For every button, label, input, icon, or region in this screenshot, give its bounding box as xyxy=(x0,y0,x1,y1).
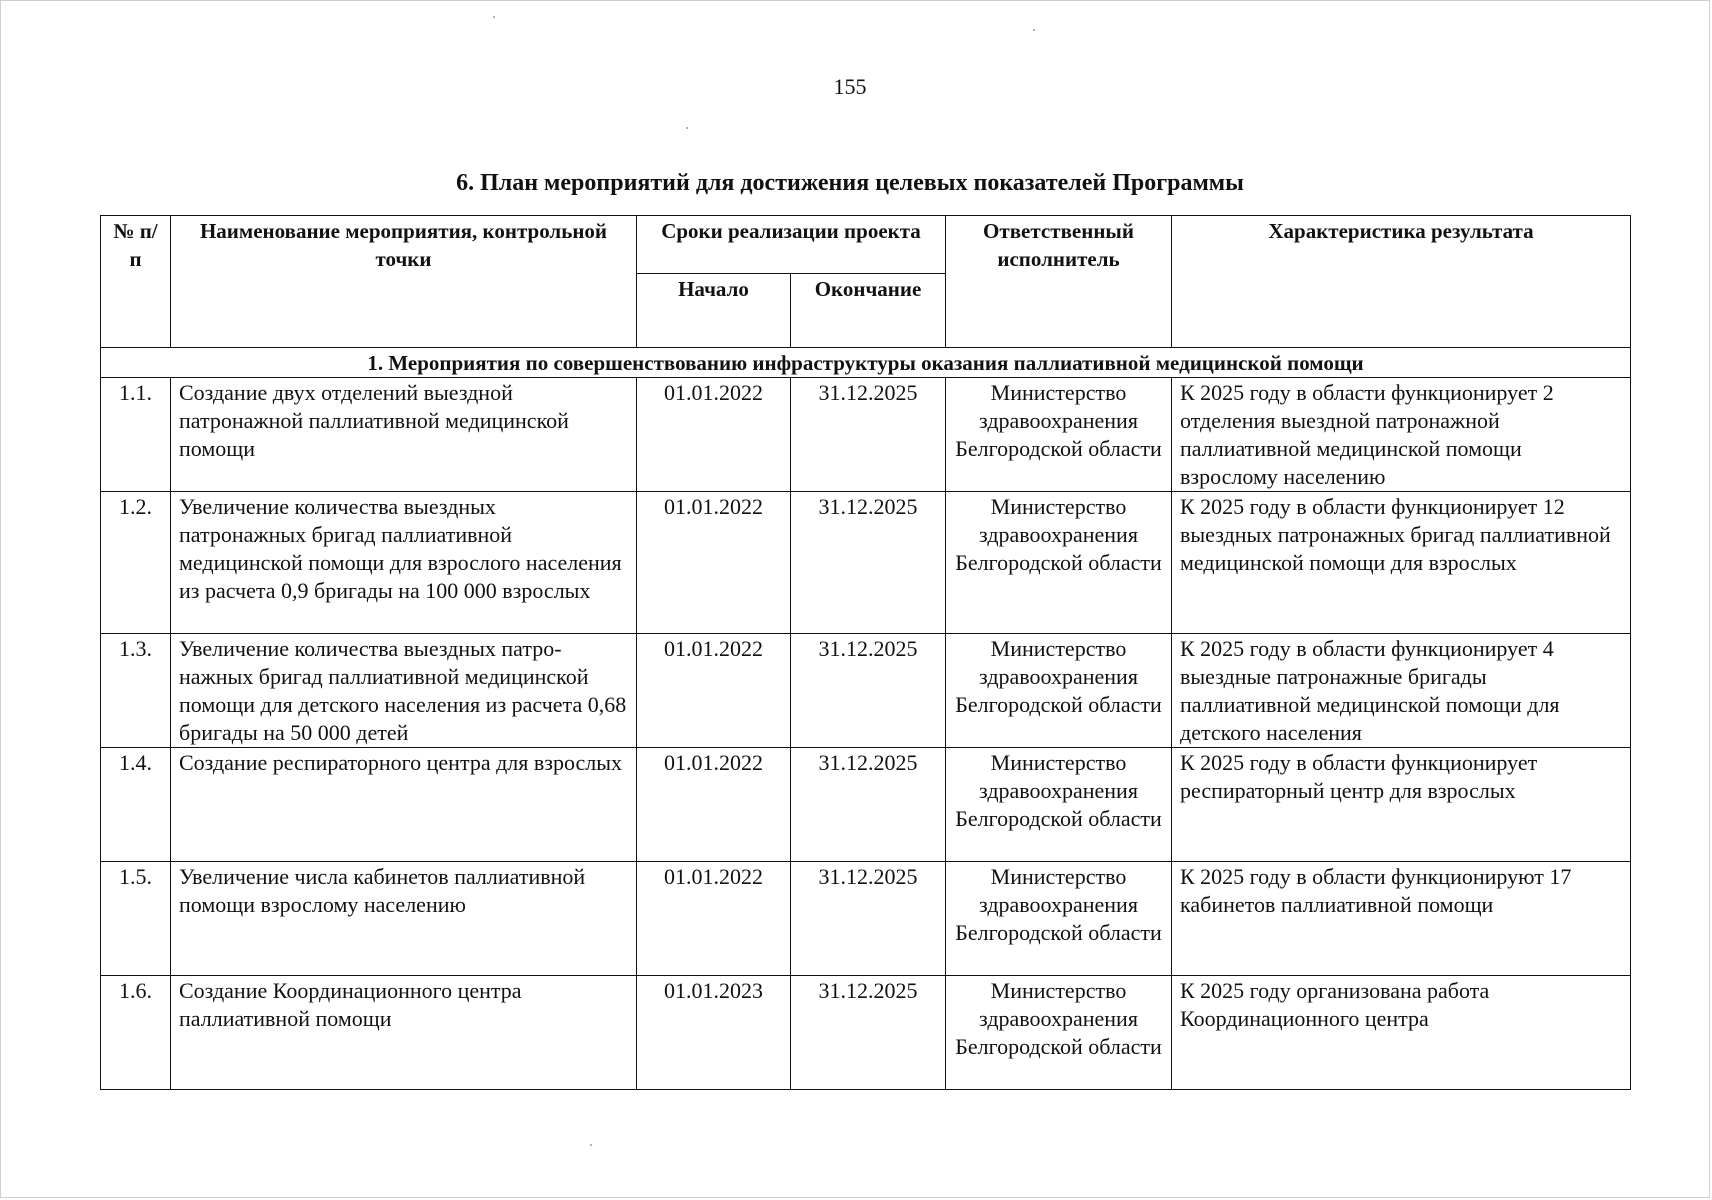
activity-name: Создание Координационного центра паллиативной помощи xyxy=(171,976,637,1090)
activity-name: Увеличение числа кабинетов паллиативной помощи взрослому населению xyxy=(171,862,637,976)
start-date: 01.01.2022 xyxy=(637,634,791,748)
table-row xyxy=(101,976,1631,1090)
scan-speck xyxy=(493,16,495,18)
result-description: К 2025 году в области функционирует 2 отделения выездной патронажной паллиативной медицинской помощи взрослому населению xyxy=(1172,378,1631,492)
activity-name: Увеличение количества выездных патро-нажных бригад паллиативной медицинской помощи для детского населения из расчета 0,68 бригады на 50 000 детей xyxy=(171,634,637,748)
executor: Министерство здравоохранения Белгородской области xyxy=(946,976,1172,1090)
section-heading-row xyxy=(101,348,1631,378)
executor: Министерство здравоохранения Белгородской области xyxy=(946,492,1172,634)
end-date: 31.12.2025 xyxy=(791,976,946,1090)
scan-speck xyxy=(1033,29,1035,31)
executor: Министерство здравоохранения Белгородской области xyxy=(946,634,1172,748)
table-row xyxy=(101,378,1631,492)
row-number: 1.2. xyxy=(101,492,171,634)
result-description: К 2025 году в области функционируют 17 кабинетов паллиативной помощи xyxy=(1172,862,1631,976)
row-number: 1.3. xyxy=(101,634,171,748)
start-date: 01.01.2022 xyxy=(637,492,791,634)
table-row xyxy=(101,748,1631,862)
header-name: Наименование мероприятия, контрольной точки xyxy=(171,216,637,348)
table-row xyxy=(101,492,1631,634)
result-description: К 2025 году организована работа Координационного центра xyxy=(1172,976,1631,1090)
end-date: 31.12.2025 xyxy=(791,634,946,748)
header-result: Характеристика результата xyxy=(1172,216,1631,348)
scan-speck xyxy=(590,1144,592,1146)
row-number: 1.5. xyxy=(101,862,171,976)
header-num: № п/п xyxy=(101,216,171,348)
start-date: 01.01.2022 xyxy=(637,378,791,492)
executor: Министерство здравоохранения Белгородской области xyxy=(946,378,1172,492)
activity-name: Создание респираторного центра для взрослых xyxy=(171,748,637,862)
table-row xyxy=(101,634,1631,748)
row-number: 1.4. xyxy=(101,748,171,862)
executor: Министерство здравоохранения Белгородской области xyxy=(946,748,1172,862)
end-date: 31.12.2025 xyxy=(791,862,946,976)
end-date: 31.12.2025 xyxy=(791,492,946,634)
start-date: 01.01.2022 xyxy=(637,862,791,976)
result-description: К 2025 году в области функционирует 12 выездных патронажных бригад паллиативной медицинской помощи для взрослых xyxy=(1172,492,1631,634)
activity-name: Увеличение количества выездных патронажных бригад паллиативной медицинской помощи для взрослого населения из расчета 0,9 бригады на 100 000 взрослых xyxy=(171,492,637,634)
section-heading: 1. Мероприятия по совершенствованию инфраструктуры оказания паллиативной медицинской помощи xyxy=(101,348,1631,378)
row-number: 1.6. xyxy=(101,976,171,1090)
page-number: 155 xyxy=(833,74,867,99)
start-date: 01.01.2022 xyxy=(637,748,791,862)
table-row xyxy=(101,862,1631,976)
page-title: 6. План мероприятий для достижения целевых показателей Программы xyxy=(456,170,1244,196)
scan-speck xyxy=(686,127,688,129)
end-date: 31.12.2025 xyxy=(791,378,946,492)
header-period: Сроки реализации проекта xyxy=(637,216,946,274)
activity-name: Создание двух отделений выездной патронажной паллиативной медицинской помощи xyxy=(171,378,637,492)
activities-table xyxy=(100,215,1631,1090)
header-end: Окончание xyxy=(791,274,946,348)
header-executor: Ответственный исполнитель xyxy=(946,216,1172,348)
executor: Министерство здравоохранения Белгородской области xyxy=(946,862,1172,976)
table-header-row xyxy=(101,216,1631,274)
result-description: К 2025 году в области функционирует респираторный центр для взрослых xyxy=(1172,748,1631,862)
start-date: 01.01.2023 xyxy=(637,976,791,1090)
result-description: К 2025 году в области функционирует 4 выездные патронажные бригады паллиативной медицинской помощи для детского населения xyxy=(1172,634,1631,748)
end-date: 31.12.2025 xyxy=(791,748,946,862)
row-number: 1.1. xyxy=(101,378,171,492)
header-start: Начало xyxy=(637,274,791,348)
